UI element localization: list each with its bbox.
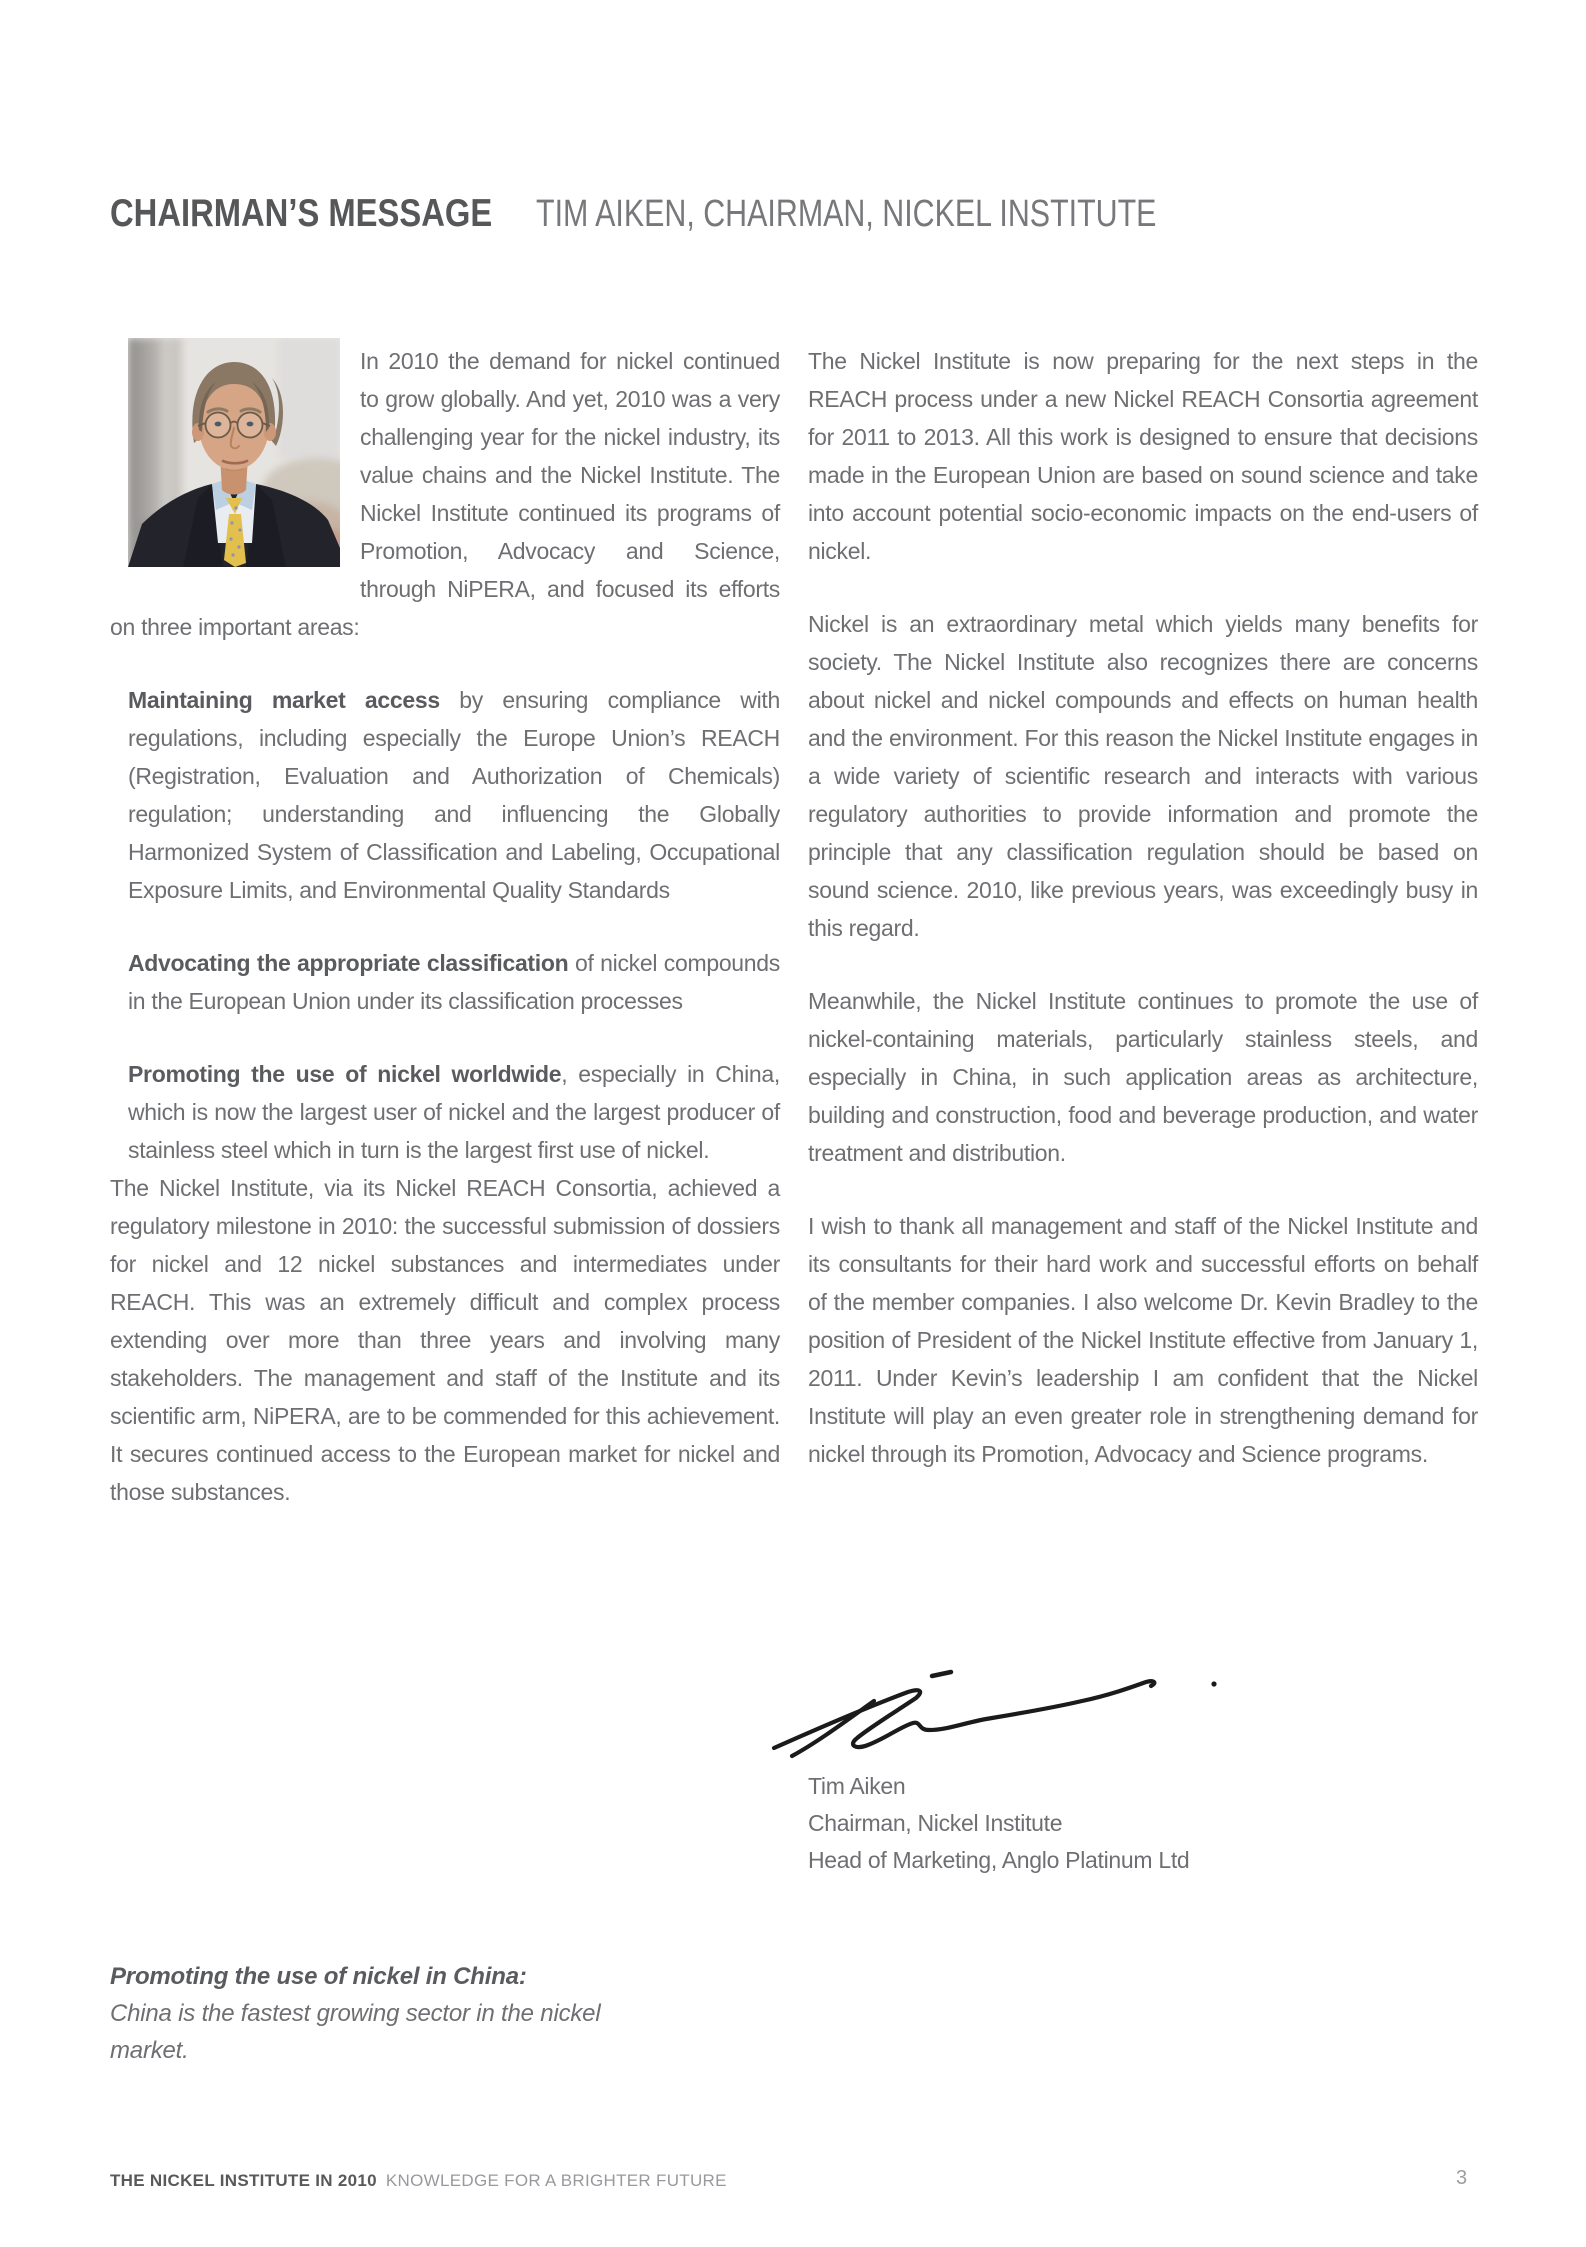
bullet-lead: Maintaining market access: [128, 687, 440, 713]
page-title-sub-wrap: [536, 194, 1312, 234]
bullet-lead: Advocating the appropriate classification: [128, 950, 569, 976]
paragraph-reach-milestone: The Nickel Institute, via its Nickel REACH Consortia, achieved a regulatory milestone in 2010: the successful submission of dossiers for nickel and 12 nickel substances and intermediates under REACH. This was an extremely difficult and complex process extending over more than three years and involving many stakeholders. The management and staff of the Institute and its scientific arm, NiPERA, are to be commended for this achievement. It secures continued access to the European market for nickel and those substances.: [110, 1175, 780, 1505]
bullet-rest: by ensuring compliance with regulations, including especially the Europe Union’s REACH (Registration, Evaluation and Authorization of Chemicals) regulation; understanding and influencing the Globally Harmonized System of Classification and Labeling, Occupational Exposure Limits, and Environmental Quality Standards: [128, 687, 781, 903]
photo-caption: [110, 1958, 670, 2069]
paragraph-intro-text: In 2010 the demand for nickel continued to grow globally. And yet, 2010 was a very challenging year for the nickel industry, its value chains and the Nickel Institute. The Nickel Institute continued its programs of Promotion, Advocacy and Science, through NiPERA, and focused its efforts on three important areas:: [110, 348, 780, 640]
signature-credits: [808, 1768, 1189, 1879]
signature-image: [770, 1660, 1235, 1765]
paragraph-next-steps: The Nickel Institute is now preparing for the next steps in the REACH process under a new Nickel REACH Consortia agreement for 2011 to 2013. All this work is designed to ensure that decisions made in the European Union are based on sound science and take into account potential socio-economic impacts on the end-users of nickel.: [808, 348, 1478, 564]
signatory-title-1: Chairman, Nickel Institute: [808, 1810, 1063, 1836]
paragraph-thanks: I wish to thank all management and staff of the Nickel Institute and its consultants for their hard work and successful efforts on behalf of the member companies. I also welcome Dr. Kevin Bradley to the position of President of the Nickel Institute effective from January 1, 2011. Under Kevin’s leadership I am confident that the Nickel Institute will play an even greater role in strengthening demand for nickel through its Promotion, Advocacy and Science programs.: [808, 1213, 1478, 1467]
portrait-photo: [128, 338, 340, 567]
portrait-photo-image: [128, 338, 340, 567]
bullet-lead: Promoting the use of nickel worldwide: [128, 1061, 562, 1087]
page-title: [110, 194, 1312, 234]
paragraph-promote-use: Meanwhile, the Nickel Institute continues to promote the use of nickel-containing materials, particularly stainless steels, and especially in China, in such application areas as architecture, building and construction, food and beverage production, and water treatment and distribution.: [808, 988, 1478, 1166]
footer-tagline: KNOWLEDGE FOR A BRIGHTER FUTURE: [385, 2171, 727, 2190]
signatory-name: Tim Aiken: [808, 1773, 906, 1799]
caption-title: Promoting the use of nickel in China:: [110, 1963, 527, 1990]
bullet-rest: of nickel compounds in the European Union under its classification processes: [128, 950, 780, 1014]
bullet-rest: , especially in China, which is now the largest user of nickel and the largest producer of stainless steel which in turn is the largest first use of nickel.: [128, 1061, 780, 1163]
page-title-sub: TIM AIKEN, CHAIRMAN, NICKEL INSTITUTE: [536, 193, 1157, 235]
bullet-promoting-nickel-worldwide: [128, 1055, 780, 1169]
paragraph-extraordinary-metal: Nickel is an extraordinary metal which yields many benefits for society. The Nickel Institute also recognizes there are concerns about nickel and nickel compounds and effects on human health and the environment. For this reason the Nickel Institute engages in a wide variety of scientific research and interacts with various regulatory authorities to provide information and promote the principle that any classification regulation should be based on sound science. 2010, like previous years, was exceedingly busy in this regard.: [808, 611, 1478, 941]
paragraph-intro: [110, 342, 780, 646]
page-title-main-wrap: [110, 194, 498, 234]
bullet-maintaining-market-access: [128, 681, 780, 909]
page-title-main: CHAIRMAN’S MESSAGE: [110, 192, 493, 235]
bullet-advocating-classification: [128, 944, 780, 1020]
caption-body: China is the fastest growing sector in the nickel market.: [110, 2000, 601, 2064]
page-number: 3: [1456, 2167, 1468, 2189]
signatory-title-2: Head of Marketing, Anglo Platinum Ltd: [808, 1847, 1190, 1873]
footer-report-title: THE NICKEL INSTITUTE IN 2010: [110, 2171, 377, 2190]
footer: [110, 2171, 727, 2191]
left-column: [110, 342, 780, 1511]
right-column: [808, 342, 1478, 1473]
